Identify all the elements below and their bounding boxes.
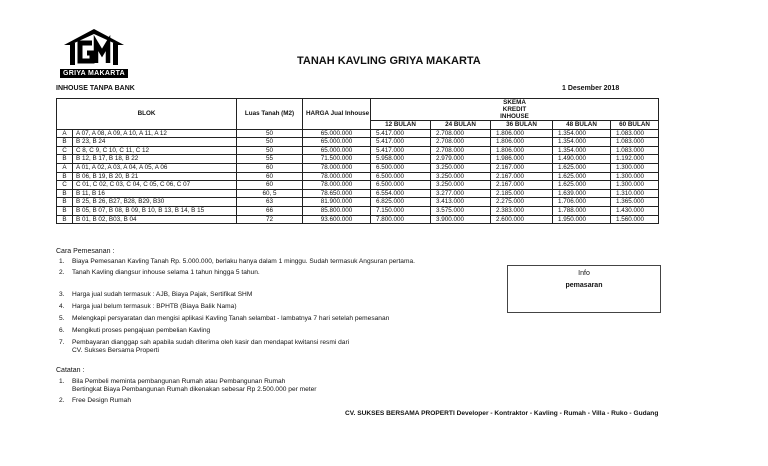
- table-cell: 1.706.000: [553, 198, 611, 207]
- table-cell: 1.083.000: [611, 129, 659, 138]
- table-cell: 65.000.000: [303, 129, 371, 138]
- table-cell: 1.950.000: [553, 215, 611, 224]
- table-cell: 1.639.000: [553, 189, 611, 198]
- table-cell: 81.900.000: [303, 198, 371, 207]
- house-gm-logo-icon: [60, 27, 128, 67]
- table-row: [57, 181, 659, 190]
- item-number: 1.: [59, 378, 65, 385]
- table-cell: B: [57, 155, 73, 164]
- table-cell: 2.600.000: [491, 215, 553, 224]
- table-cell: 2.979.000: [431, 155, 491, 164]
- table-cell: 65.000.000: [303, 146, 371, 155]
- table-cell: 5.417.000: [371, 146, 431, 155]
- table-row: [57, 198, 659, 207]
- item-number: 7.: [59, 339, 65, 346]
- table-cell: 1.625.000: [553, 163, 611, 172]
- table-cell: 6.554.000: [371, 189, 431, 198]
- table-cell: 2.185.000: [491, 189, 553, 198]
- page-subtitle: INHOUSE TANPA BANK: [56, 85, 135, 92]
- item-text: Tanah Kavling diangsur inhouse selama 1 tahun hingga 5 tahun.: [72, 269, 260, 276]
- table-cell: C: [57, 181, 73, 190]
- table-row: [57, 129, 659, 138]
- table-cell: 85.800.000: [303, 206, 371, 215]
- table-cell: 1.083.000: [611, 138, 659, 147]
- item-text: Harga jual sudah termasuk : AJB, Biaya Pajak, Sertifikat SHM: [72, 291, 253, 298]
- header-harga: HARGA Jual Inhouse: [303, 99, 371, 130]
- table-cell: 1.806.000: [491, 129, 553, 138]
- table-cell: 5.417.000: [371, 138, 431, 147]
- table-cell: 78.000.000: [303, 181, 371, 190]
- table-cell: 1.806.000: [491, 138, 553, 147]
- table-cell: C: [57, 146, 73, 155]
- table-cell: 3.250.000: [431, 181, 491, 190]
- table-cell: 6.500.000: [371, 181, 431, 190]
- table-cell: 2.167.000: [491, 181, 553, 190]
- info-subtitle: pemasaran: [565, 282, 603, 289]
- table-cell: B: [57, 206, 73, 215]
- item-number: 5.: [59, 315, 65, 322]
- table-cell: 1.354.000: [553, 138, 611, 147]
- table-cell: B 23, B 24: [73, 138, 237, 147]
- table-cell: 1.430.000: [611, 206, 659, 215]
- table-cell: B: [57, 215, 73, 224]
- table-cell: C 8, C 9, C 10, C 11, C 12: [73, 146, 237, 155]
- table-cell: 1.986.000: [491, 155, 553, 164]
- table-cell: B 11, B 16: [73, 189, 237, 198]
- table-cell: 1.083.000: [611, 146, 659, 155]
- footer-text: CV. SUKSES BERSAMA PROPERTI Developer - Kontraktor - Kavling - Rumah - Villa - Ruko - Gudang: [345, 410, 659, 417]
- table-cell: 2.708.000: [431, 138, 491, 147]
- table-cell: 78.000.000: [303, 172, 371, 181]
- cara-list-1: [56, 258, 415, 277]
- list-item: [56, 269, 415, 277]
- table-cell: 63: [237, 198, 303, 207]
- logo-text: GRIYA MAKARTA: [60, 69, 128, 78]
- cara-title: Cara Pemesanan :: [56, 248, 115, 255]
- header-blok: BLOK: [57, 99, 237, 130]
- item-text: Bertingkat Biaya Pembangunan Rumah dikenakan sebesar Rp 2.500.000 per meter: [72, 386, 317, 393]
- table-cell: 1.192.000: [611, 155, 659, 164]
- table-cell: 1.354.000: [553, 146, 611, 155]
- header-month: 36 BULAN: [491, 121, 553, 130]
- table-cell: 71.500.000: [303, 155, 371, 164]
- table-cell: B: [57, 138, 73, 147]
- table-cell: B 12, B 17, B 18, B 22: [73, 155, 237, 164]
- table-cell: 1.560.000: [611, 215, 659, 224]
- table-row: [57, 172, 659, 181]
- table-cell: 3.277.000: [431, 189, 491, 198]
- header-month: 60 BULAN: [611, 121, 659, 130]
- table-cell: 1.490.000: [553, 155, 611, 164]
- list-item: [56, 258, 415, 266]
- table-cell: A 01, A 02, A 03, A 04, A 05, A 06: [73, 163, 237, 172]
- price-table-body: [57, 129, 659, 224]
- table-cell: C 01, C 02, C 03, C 04, C 05, C 06, C 07: [73, 181, 237, 190]
- table-cell: 2.275.000: [491, 198, 553, 207]
- table-cell: 6.500.000: [371, 163, 431, 172]
- catatan-list: [56, 378, 317, 405]
- table-cell: 50: [237, 138, 303, 147]
- table-cell: 60, 5: [237, 189, 303, 198]
- table-row: [57, 215, 659, 224]
- table-cell: 6.825.000: [371, 198, 431, 207]
- item-text: Free Design Rumah: [72, 397, 132, 404]
- item-number: 6.: [59, 327, 65, 334]
- table-cell: 60: [237, 181, 303, 190]
- table-row: [57, 163, 659, 172]
- header-skema-label: SKEMA KREDIT INHOUSE: [500, 99, 529, 120]
- table-cell: B: [57, 172, 73, 181]
- item-text: Melengkapi persyaratan dan mengisi aplikasi Kavling Tanah selambat - lambatnya 7 hari setelah pemesanan: [72, 315, 390, 322]
- document-date: 1 Desember 2018: [562, 85, 620, 92]
- table-cell: 6.500.000: [371, 172, 431, 181]
- list-item: [56, 315, 389, 323]
- table-cell: B: [57, 189, 73, 198]
- table-cell: 1.788.000: [553, 206, 611, 215]
- header-skema: [371, 99, 659, 121]
- company-logo: [60, 27, 128, 78]
- table-cell: 7.150.000: [371, 206, 431, 215]
- table-cell: A: [57, 129, 73, 138]
- table-cell: 1.365.000: [611, 198, 659, 207]
- table-cell: 1.300.000: [611, 163, 659, 172]
- table-cell: 7.800.000: [371, 215, 431, 224]
- list-item: [56, 339, 389, 355]
- item-text: Bila Pembeli meminta pembangunan Rumah atau Pembangunan Rumah: [72, 378, 286, 385]
- item-number: 2.: [59, 397, 65, 404]
- list-item: [56, 303, 389, 311]
- table-cell: B 01, B 02, B03, B 04: [73, 215, 237, 224]
- info-title: Info: [578, 270, 590, 277]
- table-cell: 1.806.000: [491, 146, 553, 155]
- table-cell: B 05, B 07, B 08, B 09, B 10, B 13, B 14, B 15: [73, 206, 237, 215]
- table-cell: 65.000.000: [303, 138, 371, 147]
- list-item: [56, 397, 317, 405]
- table-cell: 1.300.000: [611, 181, 659, 190]
- table-row: [57, 189, 659, 198]
- list-item: [56, 291, 389, 299]
- table-cell: 78.650.000: [303, 189, 371, 198]
- table-row: [57, 146, 659, 155]
- table-cell: 60: [237, 163, 303, 172]
- price-table: [56, 98, 659, 224]
- item-number: 2.: [59, 269, 65, 276]
- table-cell: 1.354.000: [553, 129, 611, 138]
- list-item: [56, 378, 317, 394]
- table-cell: 3.575.000: [431, 206, 491, 215]
- page-title: TANAH KAVLING GRIYA MAKARTA: [297, 55, 481, 67]
- table-cell: B: [57, 198, 73, 207]
- table-cell: 3.900.000: [431, 215, 491, 224]
- table-cell: 1.300.000: [611, 172, 659, 181]
- table-cell: 1.625.000: [553, 172, 611, 181]
- header-luas: Luas Tanah (M2): [237, 99, 303, 130]
- item-number: 3.: [59, 291, 65, 298]
- table-cell: A 07, A 08, A 09, A 10, A 11, A 12: [73, 129, 237, 138]
- item-number: 1.: [59, 258, 65, 265]
- list-item: [56, 327, 389, 335]
- table-cell: 5.417.000: [371, 129, 431, 138]
- table-cell: 1.310.000: [611, 189, 659, 198]
- cara-list-2: [56, 291, 389, 355]
- table-cell: B 06, B 19, B 20, B 21: [73, 172, 237, 181]
- item-text: CV. Sukses Bersama Properti: [72, 347, 159, 354]
- table-row: [57, 206, 659, 215]
- table-cell: 5.958.000: [371, 155, 431, 164]
- item-text: Biaya Pemesanan Kavling Tanah Rp. 5.000.000, berlaku hanya dalam 1 minggu. Sudah termasuk Angsuran pertama.: [72, 258, 415, 265]
- table-cell: 1.625.000: [553, 181, 611, 190]
- table-cell: 50: [237, 129, 303, 138]
- table-cell: 2.167.000: [491, 163, 553, 172]
- table-cell: 66: [237, 206, 303, 215]
- table-cell: 3.250.000: [431, 172, 491, 181]
- item-text: Mengikuti proses pengajuan pembelian Kavling: [72, 327, 211, 334]
- header-month: 12 BULAN: [371, 121, 431, 130]
- table-cell: 2.167.000: [491, 172, 553, 181]
- table-cell: 2.383.000: [491, 206, 553, 215]
- catatan-title: Catatan :: [56, 367, 85, 374]
- item-number: 4.: [59, 303, 65, 310]
- table-cell: 93.600.000: [303, 215, 371, 224]
- table-cell: 55: [237, 155, 303, 164]
- table-cell: 60: [237, 172, 303, 181]
- table-cell: A: [57, 163, 73, 172]
- table-row: [57, 155, 659, 164]
- table-cell: 2.708.000: [431, 129, 491, 138]
- table-cell: 3.250.000: [431, 163, 491, 172]
- table-row: [57, 138, 659, 147]
- table-cell: 3.413.000: [431, 198, 491, 207]
- header-month: 48 BULAN: [553, 121, 611, 130]
- item-text: Harga jual belum termasuk : BPHTB (Biaya Balik Nama): [72, 303, 237, 310]
- table-cell: 50: [237, 146, 303, 155]
- table-cell: B 25, B 26, B27, B28, B29, B30: [73, 198, 237, 207]
- header-month: 24 BULAN: [431, 121, 491, 130]
- table-cell: 78.000.000: [303, 163, 371, 172]
- table-cell: 72: [237, 215, 303, 224]
- table-cell: 2.708.000: [431, 146, 491, 155]
- info-pemasaran-box: [507, 265, 661, 313]
- item-text: Pembayaran dianggap sah apabila sudah diterima oleh kasir dan mendapat kwitansi resmi dari: [72, 339, 350, 346]
